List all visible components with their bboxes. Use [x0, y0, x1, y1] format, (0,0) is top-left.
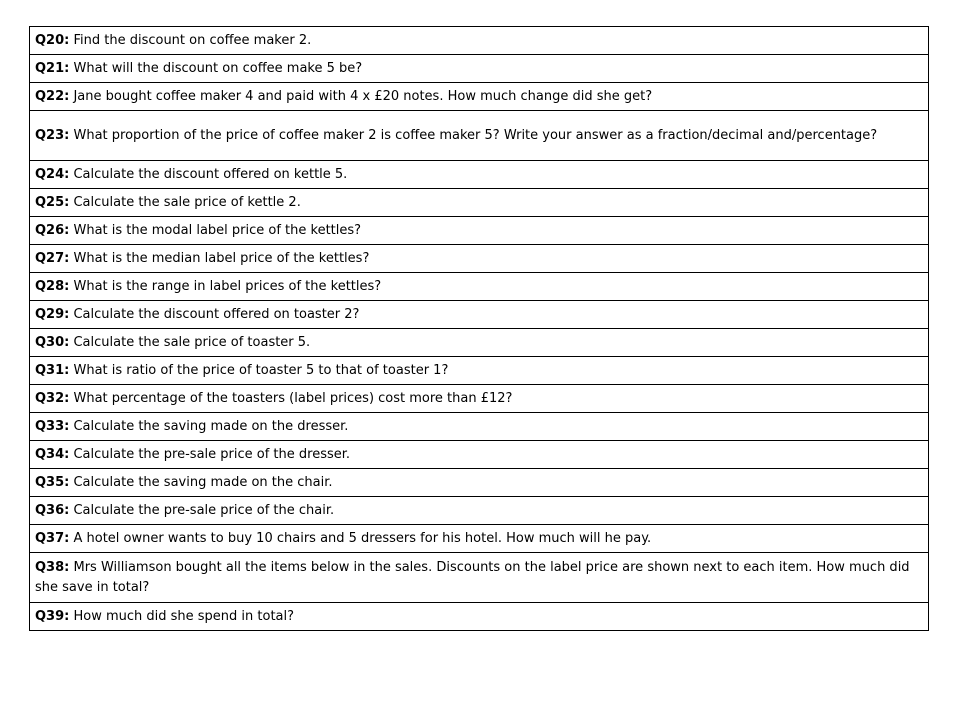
question-cell [30, 469, 929, 497]
question-row [30, 603, 929, 631]
question-text: Calculate the discount offered on kettle 5. [69, 167, 348, 182]
question-cell [30, 603, 929, 631]
question-row [30, 329, 929, 357]
question-text: What is the median label price of the kettles? [69, 251, 370, 266]
question-number: Q29: [35, 307, 70, 322]
question-row [30, 525, 929, 553]
question-row [30, 497, 929, 525]
question-cell [30, 273, 929, 301]
question-row [30, 301, 929, 329]
question-cell [30, 189, 929, 217]
question-row [30, 161, 929, 189]
question-text: What will the discount on coffee make 5 be? [69, 61, 363, 76]
question-row [30, 469, 929, 497]
question-cell [30, 27, 929, 55]
question-cell [30, 357, 929, 385]
question-row [30, 413, 929, 441]
question-cell [30, 385, 929, 413]
question-number: Q26: [35, 223, 70, 238]
question-text: A hotel owner wants to buy 10 chairs and 5 dressers for his hotel. How much will he pay. [69, 531, 652, 546]
question-row [30, 357, 929, 385]
question-text: What is the modal label price of the kettles? [69, 223, 362, 238]
question-text: Calculate the pre-sale price of the dresser. [69, 447, 351, 462]
question-cell [30, 329, 929, 357]
question-number: Q34: [35, 447, 70, 462]
question-number: Q32: [35, 391, 70, 406]
question-cell [30, 441, 929, 469]
question-text: What percentage of the toasters (label prices) cost more than £12? [69, 391, 513, 406]
question-number: Q24: [35, 167, 70, 182]
question-number: Q23: [35, 128, 70, 143]
question-cell [30, 553, 929, 603]
question-row [30, 245, 929, 273]
question-text: How much did she spend in total? [69, 609, 295, 624]
question-number: Q21: [35, 61, 70, 76]
question-number: Q28: [35, 279, 70, 294]
question-number: Q27: [35, 251, 70, 266]
question-number: Q30: [35, 335, 70, 350]
question-cell [30, 55, 929, 83]
question-text: Calculate the sale price of toaster 5. [69, 335, 311, 350]
question-number: Q25: [35, 195, 70, 210]
question-row [30, 111, 929, 161]
question-cell [30, 301, 929, 329]
question-number: Q31: [35, 363, 70, 378]
question-cell [30, 161, 929, 189]
question-number: Q38: [35, 560, 70, 575]
question-text: Calculate the saving made on the chair. [69, 475, 333, 490]
question-row [30, 27, 929, 55]
question-text: Calculate the discount offered on toaster 2? [69, 307, 360, 322]
question-text: What proportion of the price of coffee maker 2 is coffee maker 5? Write your answer as a fraction/decimal and/percentage? [69, 128, 878, 143]
question-cell [30, 83, 929, 111]
question-number: Q35: [35, 475, 70, 490]
question-text: What is the range in label prices of the kettles? [69, 279, 382, 294]
question-cell [30, 217, 929, 245]
question-row [30, 273, 929, 301]
question-text: Jane bought coffee maker 4 and paid with 4 x £20 notes. How much change did she get? [69, 89, 653, 104]
question-number: Q22: [35, 89, 70, 104]
question-number: Q39: [35, 609, 70, 624]
question-cell [30, 497, 929, 525]
question-text: Calculate the sale price of kettle 2. [69, 195, 301, 210]
question-row [30, 553, 929, 603]
question-cell [30, 111, 929, 161]
question-cell [30, 245, 929, 273]
question-number: Q20: [35, 33, 70, 48]
question-row [30, 55, 929, 83]
question-number: Q33: [35, 419, 70, 434]
questions-table [29, 26, 929, 631]
question-text: Calculate the saving made on the dresser. [69, 419, 349, 434]
question-text: What is ratio of the price of toaster 5 to that of toaster 1? [69, 363, 449, 378]
question-row [30, 189, 929, 217]
question-cell [30, 413, 929, 441]
question-number: Q36: [35, 503, 70, 518]
question-row [30, 385, 929, 413]
question-text: Mrs Williamson bought all the items below in the sales. Discounts on the label price are shown next to each item. How much did she save in total? [35, 560, 910, 595]
question-text: Find the discount on coffee maker 2. [69, 33, 312, 48]
question-number: Q37: [35, 531, 70, 546]
question-cell [30, 525, 929, 553]
question-text: Calculate the pre-sale price of the chair. [69, 503, 335, 518]
question-row [30, 217, 929, 245]
question-row [30, 83, 929, 111]
question-row [30, 441, 929, 469]
